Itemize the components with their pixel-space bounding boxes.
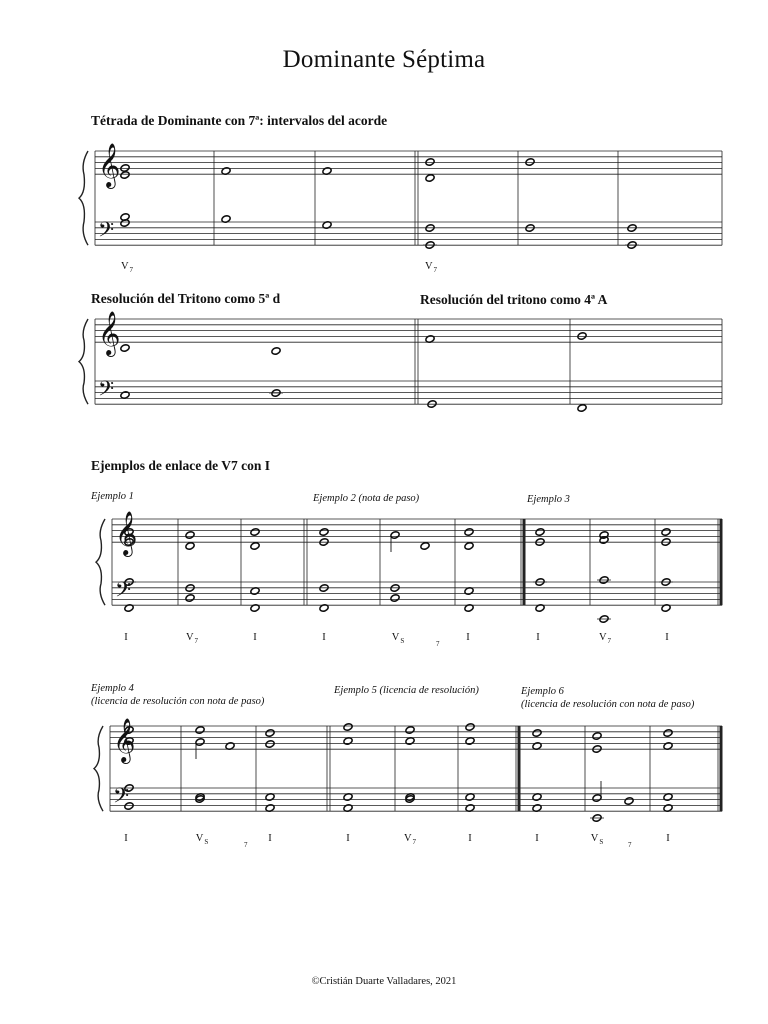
whole-note xyxy=(271,347,281,356)
chord-label: $V_7$ xyxy=(185,632,199,645)
whole-note xyxy=(525,158,535,167)
chord-label: I xyxy=(124,833,128,844)
whole-note xyxy=(390,594,400,603)
whole-note xyxy=(464,542,474,551)
section-heading-resolucion-5d: Resolución del Tritono como 5ª d xyxy=(91,291,281,306)
whole-note xyxy=(319,528,329,537)
whole-note xyxy=(405,726,415,735)
chord-label: I xyxy=(666,833,670,844)
example-label-5: Ejemplo 5 (licencia de resolución) xyxy=(334,685,479,696)
whole-note xyxy=(185,531,195,540)
chord-subscript-seven: 7 xyxy=(628,841,632,849)
whole-note xyxy=(577,404,587,413)
bass-clef: 𝄢 xyxy=(113,783,130,813)
example-label-4-title: Ejemplo 4 xyxy=(91,683,134,694)
chord-label: I xyxy=(253,632,257,643)
chord-subscript-seven: 7 xyxy=(436,640,440,648)
chord-label: I xyxy=(535,833,539,844)
whole-note xyxy=(265,740,275,749)
example-label-6-subtitle: (licencia de resolución con nota de paso) xyxy=(521,699,695,710)
chord-label: I xyxy=(322,632,326,643)
treble-clef: 𝄞 xyxy=(98,143,121,188)
whole-note xyxy=(185,594,195,603)
whole-note xyxy=(265,729,275,738)
section-heading-ejemplos: Ejemplos de enlace de V7 con I xyxy=(91,458,270,473)
bass-clef: 𝄢 xyxy=(98,376,115,406)
treble-clef: 𝄞 xyxy=(98,311,121,356)
whole-note xyxy=(425,158,435,167)
whole-note xyxy=(343,723,353,732)
whole-note xyxy=(425,174,435,183)
chord-label: $V_S$ xyxy=(195,833,209,846)
whole-note xyxy=(592,732,602,741)
chord-label: I xyxy=(665,632,669,643)
whole-note xyxy=(420,542,430,551)
whole-note xyxy=(120,171,130,180)
staff-brace xyxy=(79,151,88,245)
chord-label: $V_S$ xyxy=(391,632,405,645)
whole-note xyxy=(250,542,260,551)
whole-note xyxy=(120,344,130,353)
chord-subscript-seven: 7 xyxy=(244,841,248,849)
chord-label: $V_7$ xyxy=(598,632,612,645)
staff-brace xyxy=(96,519,105,605)
chord-label: $V_7$ xyxy=(403,833,417,846)
whole-note xyxy=(661,528,671,537)
example-label-1: Ejemplo 1 xyxy=(91,491,134,502)
treble-clef: 𝄞 xyxy=(113,718,136,763)
copyright-footer: ©Cristián Duarte Valladares, 2021 xyxy=(311,976,457,987)
chord-label: $V_7$ xyxy=(424,261,438,274)
chord-label: I xyxy=(466,632,470,643)
chord-label: $V_S$ xyxy=(590,833,604,846)
whole-note xyxy=(535,528,545,537)
chord-label: I xyxy=(346,833,350,844)
chord-label: $V_7$ xyxy=(120,261,134,274)
treble-clef: 𝄞 xyxy=(115,511,138,556)
staff-brace xyxy=(79,319,88,404)
chord-label: I xyxy=(468,833,472,844)
whole-note xyxy=(390,531,400,540)
whole-note xyxy=(195,738,205,747)
whole-note xyxy=(532,729,542,738)
whole-note xyxy=(624,797,634,806)
example-label-4-subtitle: (licencia de resolución con nota de paso) xyxy=(91,696,265,707)
whole-note xyxy=(465,723,475,732)
whole-note xyxy=(592,794,602,803)
whole-note xyxy=(195,726,205,735)
bass-clef: 𝄢 xyxy=(115,577,132,607)
bass-clef: 𝄢 xyxy=(98,217,115,247)
page-title: Dominante Séptima xyxy=(282,46,486,73)
example-label-6-title: Ejemplo 6 xyxy=(521,686,564,697)
whole-note xyxy=(185,542,195,551)
whole-note xyxy=(663,729,673,738)
example-label-2: Ejemplo 2 (nota de paso) xyxy=(313,493,420,504)
whole-note xyxy=(464,528,474,537)
staff-brace xyxy=(94,726,103,811)
section-heading-resolucion-4a: Resolución del tritono como 4ª A xyxy=(420,292,608,307)
example-label-3: Ejemplo 3 xyxy=(527,494,570,505)
chord-label: I xyxy=(124,632,128,643)
section-heading-tetrada: Tétrada de Dominante con 7ª: intervalos del acorde xyxy=(91,113,388,128)
whole-note xyxy=(250,528,260,537)
chord-label: I xyxy=(268,833,272,844)
chord-label: I xyxy=(536,632,540,643)
